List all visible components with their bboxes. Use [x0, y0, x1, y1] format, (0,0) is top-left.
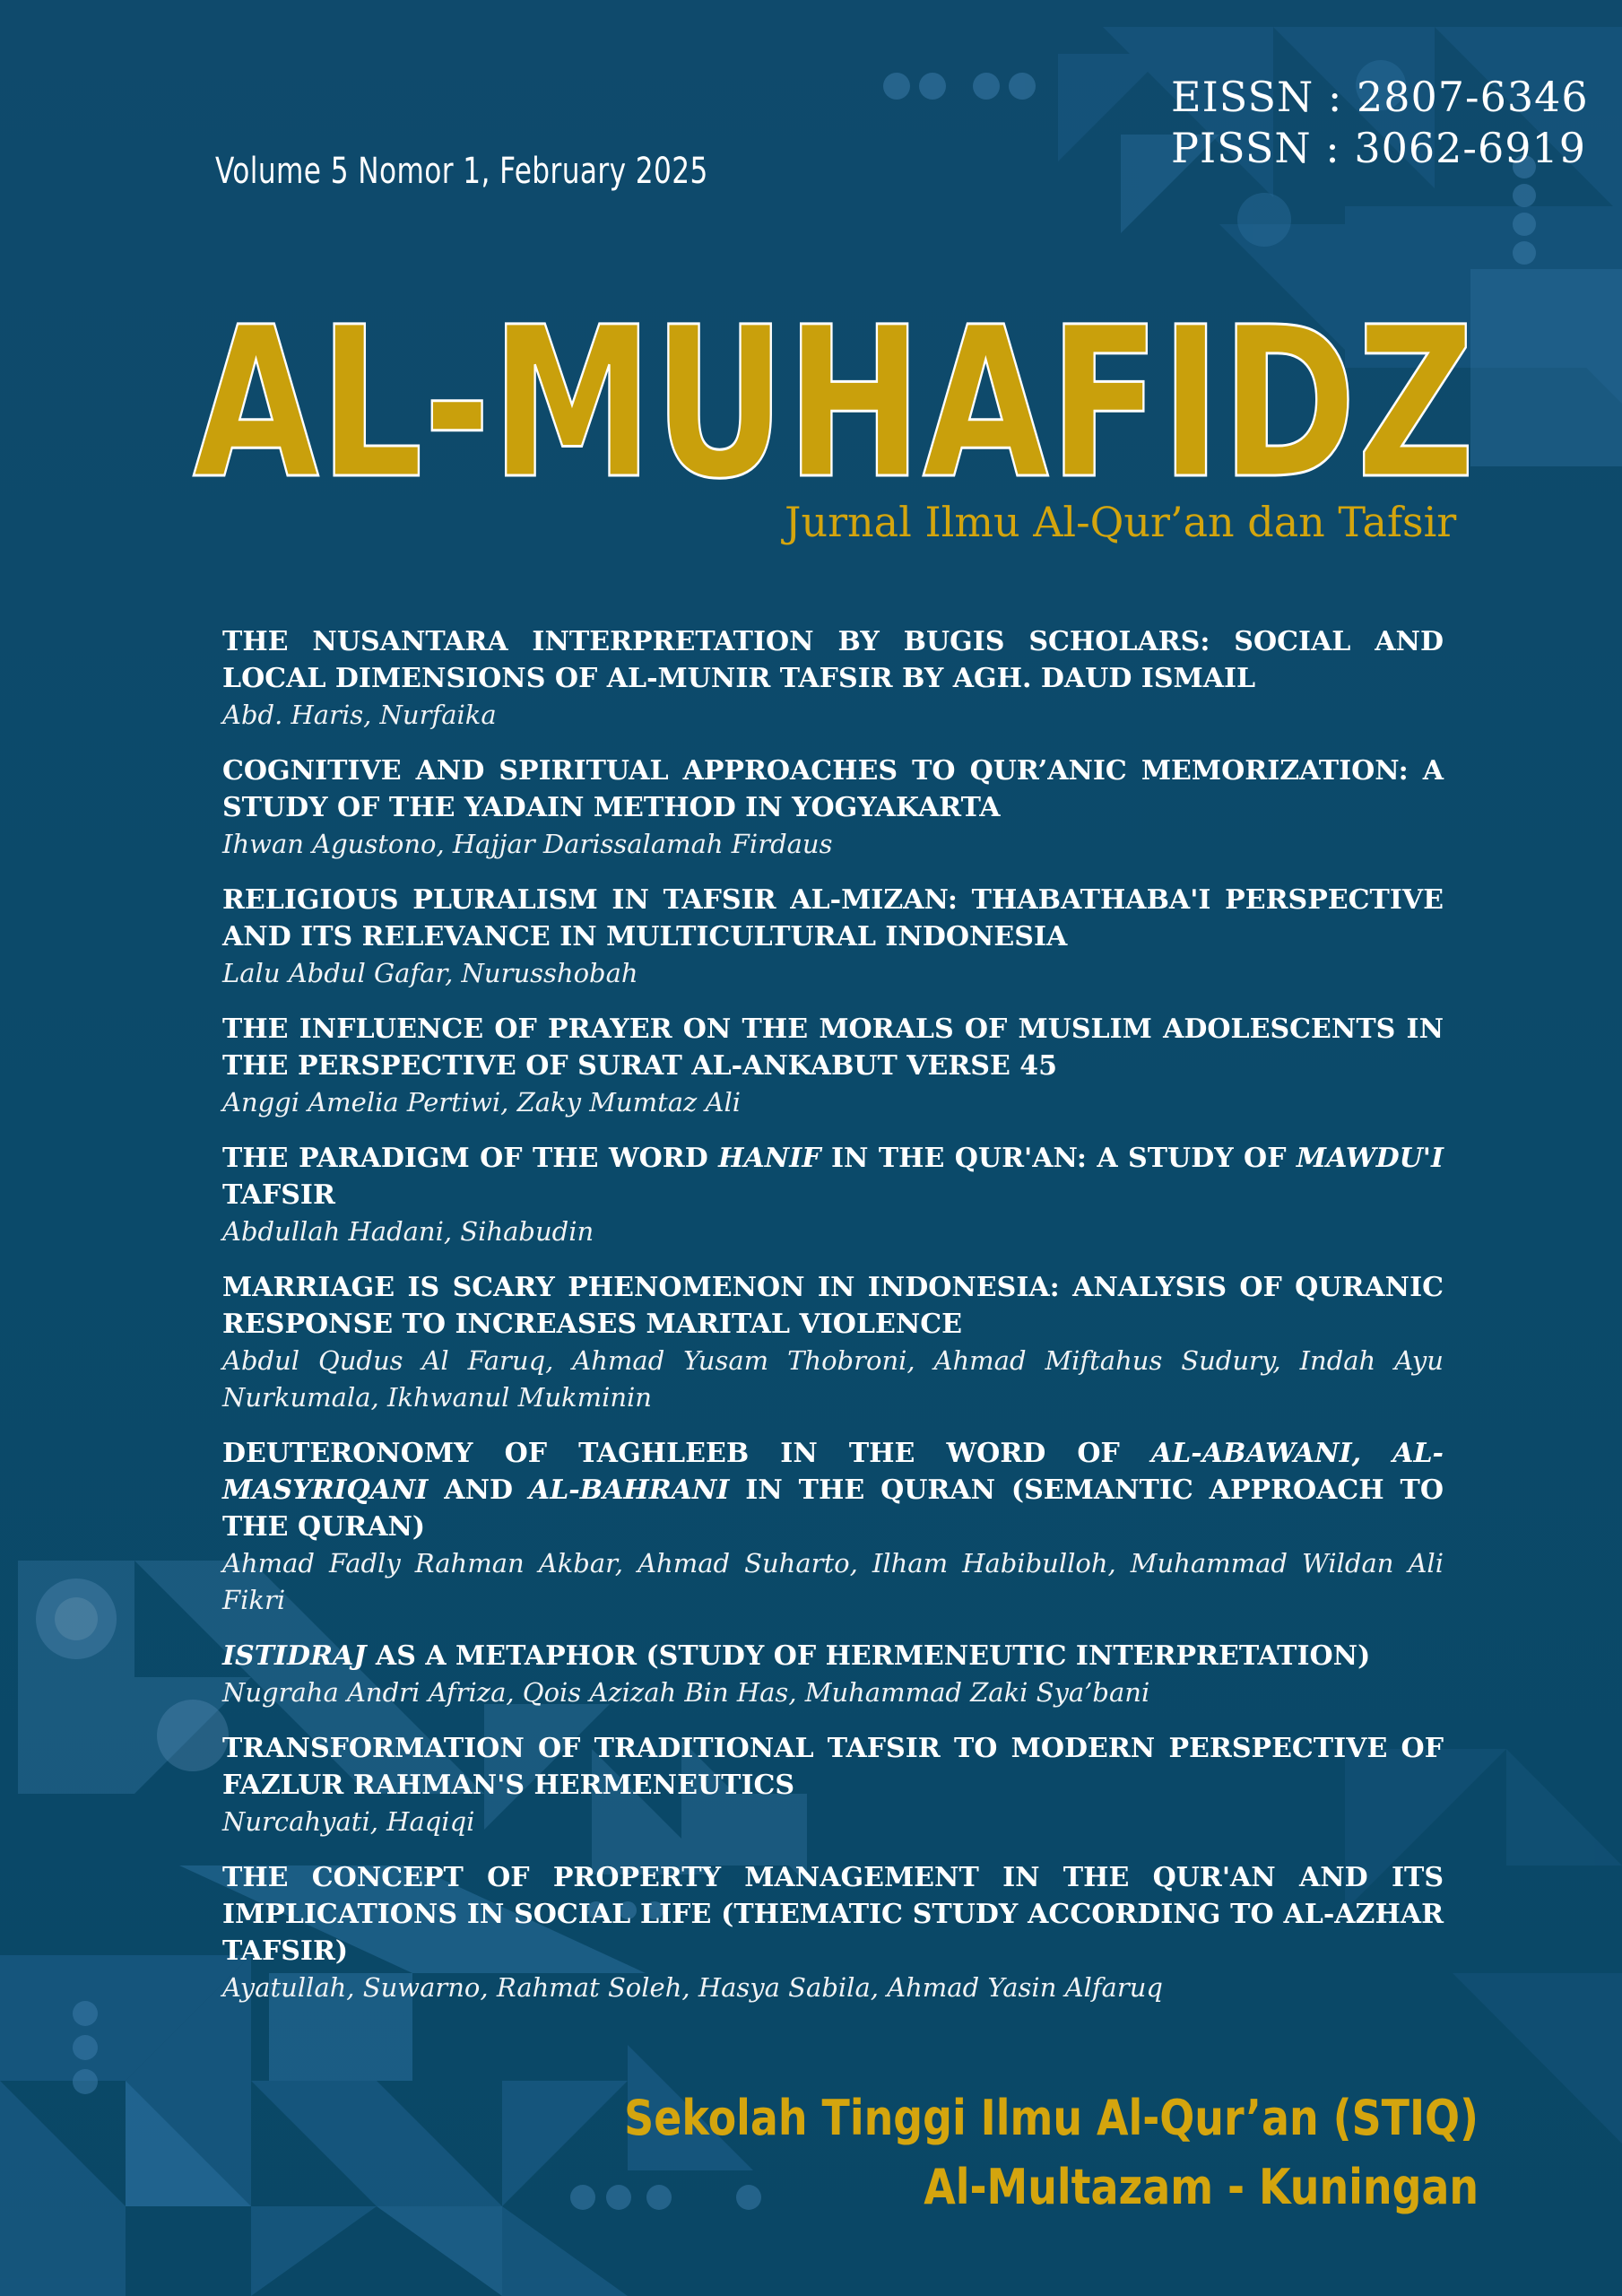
article-title [222, 1638, 1444, 1674]
article-title-text: THE PARADIGM OF THE WORD [222, 1143, 719, 1174]
article-title [222, 1269, 1444, 1343]
article-title-text: AND [428, 1474, 529, 1506]
eissn: EISSN : 2807-6346 [1171, 73, 1589, 121]
article-title-text: COGNITIVE AND SPIRITUAL APPROACHES TO QUR’ANIC MEMORIZATION: A STUDY OF THE YADAIN METHOD IN YOGYAKARTA [222, 755, 1444, 823]
article-title [222, 882, 1444, 955]
article-title-text: IN THE QUR'AN: A STUDY OF [820, 1143, 1297, 1174]
article-entry [222, 1730, 1444, 1840]
article-title-text: THE CONCEPT OF PROPERTY MANAGEMENT IN THE QUR'AN AND ITS IMPLICATIONS IN SOCIAL LIFE (THEMATIC STUDY ACCORDING TO AL-AZHAR TAFSIR) [222, 1862, 1444, 1967]
article-entry [222, 1638, 1444, 1711]
article-entry [222, 1435, 1444, 1619]
article-entry [222, 623, 1444, 734]
publisher-name: Sekolah Tinggi Ilmu Al-Qur’an (STIQ) [624, 2090, 1479, 2146]
issn-block [1171, 72, 1589, 174]
journal-title: AL-MUHAFIDZ [193, 283, 1475, 511]
publisher-location: Al-Multazam - Kuningan [924, 2159, 1479, 2215]
article-authors: Ayatullah, Suwarno, Rahmat Soleh, Hasya Sabila, Ahmad Yasin Alfaruq [222, 1972, 1163, 2003]
article-entry [222, 1140, 1444, 1250]
article-authors: Ahmad Fadly Rahman Akbar, Ahmad Suharto, Ilham Habibulloh, Muhammad Wildan Ali Fikri [222, 1548, 1444, 1615]
article-title-text: DEUTERONOMY OF TAGHLEEB IN THE WORD OF [222, 1438, 1151, 1469]
article-title [222, 623, 1444, 697]
volume-issue-line: Volume 5 Nomor 1, February 2025 [215, 151, 708, 192]
journal-title-logo [188, 251, 1479, 511]
article-authors: Nugraha Andri Afriza, Qois Azizah Bin Has, Muhammad Zaki Sya’bani [222, 1677, 1150, 1708]
article-title-text: AS A METAPHOR (STUDY OF HERMENEUTIC INTERPRETATION) [366, 1640, 1371, 1672]
journal-subtitle: Jurnal Ilmu Al-Qur’an dan Tafsir [785, 498, 1457, 546]
article-authors: Ihwan Agustono, Hajjar Darissalamah Firdaus [222, 829, 833, 859]
article-title [222, 752, 1444, 826]
article-title-italic: AL-BAHRANI [528, 1474, 730, 1506]
article-title-text: TAFSIR [222, 1179, 335, 1211]
article-title-text: THE INFLUENCE OF PRAYER ON THE MORALS OF MUSLIM ADOLESCENTS IN THE PERSPECTIVE OF SURAT AL-ANKABUT VERSE 45 [222, 1013, 1444, 1082]
article-title-italic: HANIF [718, 1143, 821, 1174]
article-entry [222, 882, 1444, 992]
article-title [222, 1140, 1444, 1213]
article-title-text: IN THE QURAN (SEMANTIC APPROACH TO THE QURAN) [222, 1474, 1444, 1543]
article-title-italic: ISTIDRAJ [222, 1640, 367, 1672]
table-of-contents [222, 623, 1444, 2025]
article-title [222, 1435, 1444, 1545]
article-title [222, 1730, 1444, 1804]
article-title [222, 1859, 1444, 1970]
article-title-italic: AL-ABAWANI, AL-MASYRIQANI [222, 1438, 1444, 1506]
article-entry [222, 1011, 1444, 1121]
article-title [222, 1011, 1444, 1084]
article-authors: Lalu Abdul Gafar, Nurusshobah [222, 958, 638, 988]
article-authors: Nurcahyati, Haqiqi [222, 1806, 475, 1837]
article-authors: Abdullah Hadani, Sihabudin [222, 1216, 594, 1247]
article-title-text: RELIGIOUS PLURALISM IN TAFSIR AL-MIZAN: THABATHABA'I PERSPECTIVE AND ITS RELEVANCE IN MULTICULTURAL INDONESIA [222, 884, 1444, 952]
article-entry [222, 1269, 1444, 1416]
article-entry [222, 1859, 1444, 2006]
article-authors: Abd. Haris, Nurfaika [222, 700, 497, 730]
article-authors: Anggi Amelia Pertiwi, Zaky Mumtaz Ali [222, 1087, 742, 1118]
article-title-italic: MAWDU'I [1296, 1143, 1444, 1174]
article-entry [222, 752, 1444, 863]
pissn: PISSN : 3062-6919 [1171, 124, 1587, 172]
article-title-text: THE NUSANTARA INTERPRETATION BY BUGIS SCHOLARS: SOCIAL AND LOCAL DIMENSIONS OF AL-MUNIR TAFSIR BY AGH. DAUD ISMAIL [222, 626, 1444, 694]
article-title-text: TRANSFORMATION OF TRADITIONAL TAFSIR TO MODERN PERSPECTIVE OF FAZLUR RAHMAN'S HERMENEUTICS [222, 1733, 1444, 1801]
article-title-text: MARRIAGE IS SCARY PHENOMENON IN INDONESIA: ANALYSIS OF QURANIC RESPONSE TO INCREASES MARITAL VIOLENCE [222, 1272, 1444, 1340]
article-authors: Abdul Qudus Al Faruq, Ahmad Yusam Thobroni, Ahmad Miftahus Sudury, Indah Ayu Nurkumala, Ikhwanul Mukminin [222, 1345, 1444, 1413]
journal-title-wordmark [188, 251, 1479, 511]
